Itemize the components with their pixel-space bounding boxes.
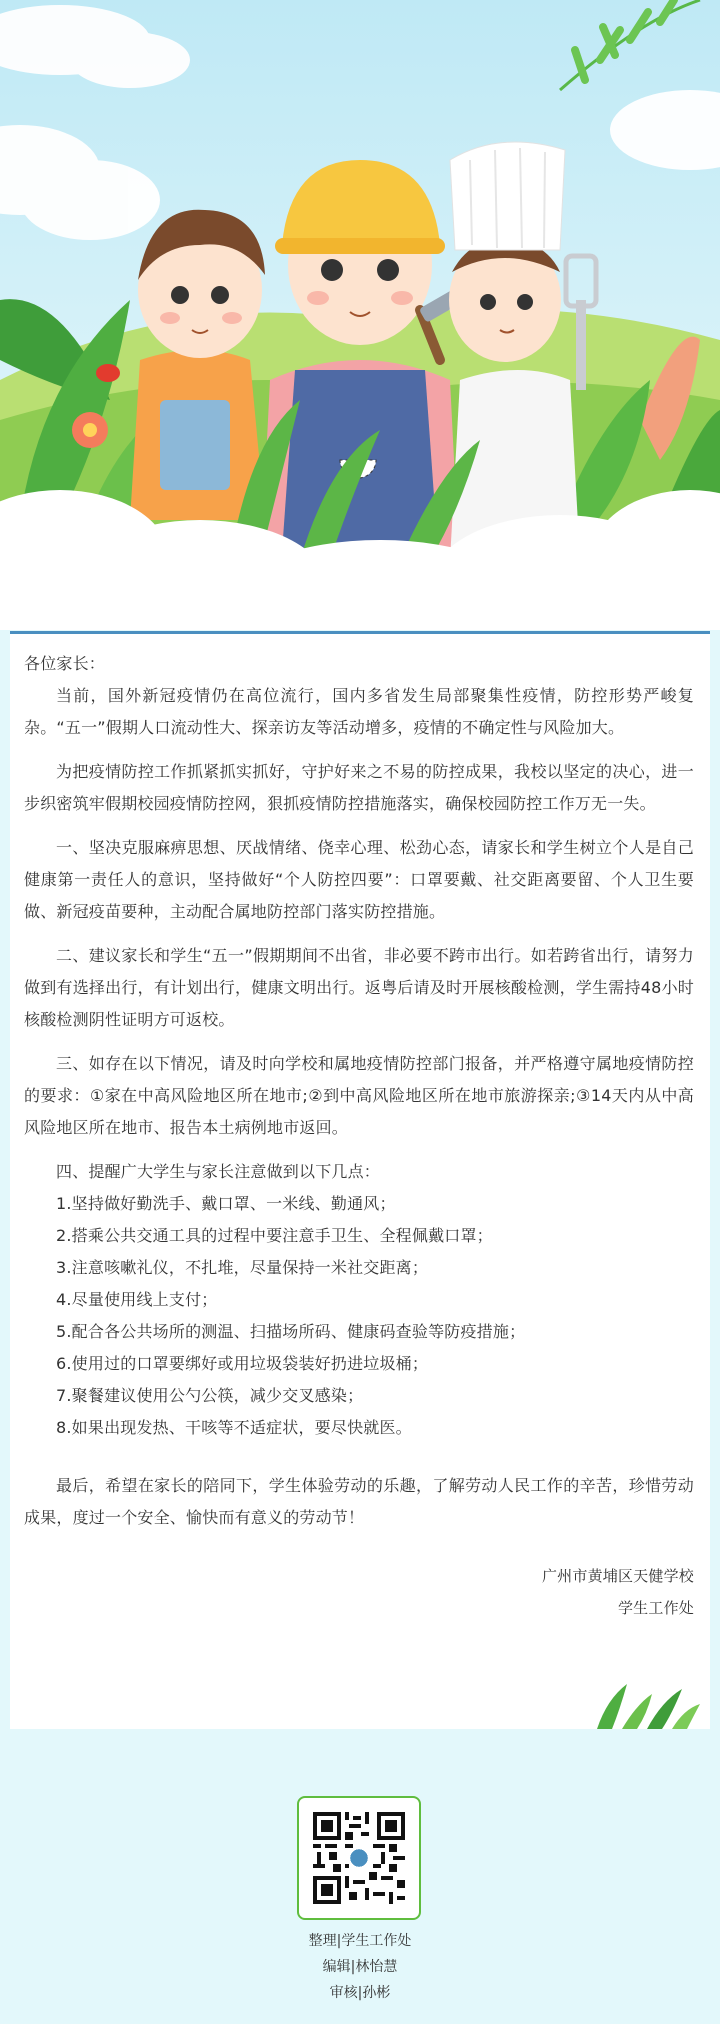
signature-department: 学生工作处 xyxy=(617,1599,694,1617)
reminder-list xyxy=(24,1156,694,1444)
list-item: 6.使用过的口罩要绑好或用垃圾袋装好扔进垃圾桶； xyxy=(56,1354,429,1373)
child-student-illustration xyxy=(130,210,265,520)
letter-paragraph: 二、建议家长和学生“五一”假期期间不出省，非必要不跨市出行。如若跨省出行，请努力做到有选择出行，有计划出行，健康文明出行。返粤后请及时开展核酸检测，学生需持48小时核酸检测阴性证明方可返校。 xyxy=(24,946,694,1029)
list-item: 1.坚持做好勤洗手、戴口罩、一米线、勤通风； xyxy=(56,1194,396,1213)
letter-paragraph: 当前，国外新冠疫情仍在高位流行，国内多省发生局部聚集性疫情，防控形势严峻复杂。“五一”假期人口流动性大、探亲访友等活动增多，疫情的不确定性与风险加大。 xyxy=(24,686,694,737)
hero-illustration xyxy=(0,0,720,630)
credit-reviewer: 审核|孙彬 xyxy=(329,1985,391,2001)
qr-code xyxy=(297,1796,421,1920)
letter-paragraph: 三、如存在以下情况，请及时向学校和属地疫情防控部门报备，并严格遵守属地疫情防控的要求：①家在中高风险地区所在地市;②到中高风险地区所在地市旅游探亲;③14天内从中高风险地区所在地市、报告本土病例地市返回。 xyxy=(24,1054,694,1137)
letter-card xyxy=(10,631,710,1729)
reminder-list-intro: 四、提醒广大学生与家长注意做到以下几点： xyxy=(56,1162,381,1181)
list-item: 5.配合各公共场所的测温、扫描场所码、健康码查验等防疫措施； xyxy=(56,1322,526,1341)
letter-greeting: 各位家长： xyxy=(24,654,106,673)
list-item: 8.如果出现发热、干咳等不适症状，要尽快就医。 xyxy=(56,1418,412,1437)
qr-code-icon xyxy=(313,1812,405,1904)
list-item: 7.聚餐建议使用公勺公筷，减少交叉感染； xyxy=(56,1386,364,1405)
letter-paragraph: 一、坚决克服麻痹思想、厌战情绪、侥幸心理、松劲心态，请家长和学生树立个人是自己健康第一责任人的意识，坚持做好“个人防控四要”：口罩要戴、社交距离要留、个人卫生要做、新冠疫苗要种，主动配合属地防控部门落实防控措施。 xyxy=(24,838,694,921)
signature-school: 广州市黄埔区天健学校 xyxy=(541,1567,694,1585)
grass-decoration-icon xyxy=(592,1679,702,1729)
list-item: 2.搭乘公共交通工具的过程中要注意手卫生、全程佩戴口罩； xyxy=(56,1226,493,1245)
letter-paragraph: 为把疫情防控工作抓紧抓实抓好，守护好来之不易的防控成果，我校以坚定的决心，进一步织密筑牢假期校园疫情防控网，狠抓疫情防控措施落实，确保校园防控工作万无一失。 xyxy=(24,762,694,813)
credit-editor: 编辑|林怡慧 xyxy=(322,1959,398,1975)
credits xyxy=(0,1928,720,2006)
list-item: 3.注意咳嗽礼仪，不扎堆，尽量保持一米社交距离； xyxy=(56,1258,429,1277)
credit-compiled-by: 整理|学生工作处 xyxy=(308,1933,412,1949)
letter-closing: 最后，希望在家长的陪同下，学生体验劳动的乐趣，了解劳动人民工作的辛苦，珍惜劳动成果，度过一个安全、愉快而有意义的劳动节！ xyxy=(24,1476,694,1527)
list-item: 4.尽量使用线上支付； xyxy=(56,1290,218,1309)
